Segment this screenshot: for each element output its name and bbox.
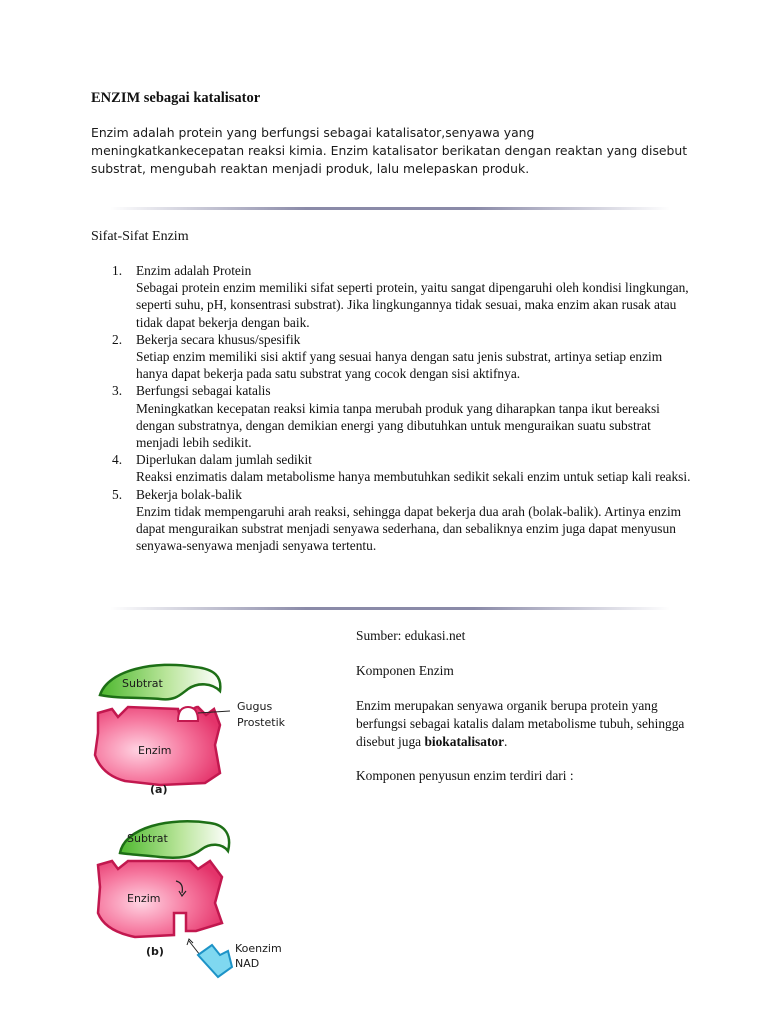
diagram-a	[95, 665, 286, 796]
components-desc-end: .	[504, 734, 508, 749]
property-number: 2.	[112, 331, 123, 347]
enzyme-label-a: Enzim	[138, 744, 172, 757]
property-description: Enzim tidak mempengaruhi arah reaksi, sehingga dapat bekerja dua arah (bolak-balik). Artinya enzim dapat menguraikan substrat menjadi senyawa sederhana, dan sebaliknya enzim juga dapat menyusun senyawa-senyawa menjadi senyawa tertentu.	[136, 503, 682, 554]
coenzyme-label-line1: Koenzim	[235, 942, 282, 955]
property-title: Bekerja secara khusus/spesifik	[136, 331, 301, 347]
divider-bottom	[110, 607, 670, 610]
divider-top	[110, 207, 670, 210]
property-number: 3.	[112, 383, 123, 399]
property-description: Reaksi enzimatis dalam metabolisme hanya membutuhkan sedikit sekali enzim untuk setiap kali reaksi.	[136, 469, 691, 485]
property-description: Sebagai protein enzim memiliki sifat seperti protein, yaitu sangat dipengaruhi oleh kondisi lingkungan, seperti suhu, pH, konsentrasi substrat). Jika lingkungannya tidak sesuai, maka enzim akan rusak atau tidak dapat bekerja dengan baik.	[136, 280, 689, 330]
substrate-label-b: Subtrat	[127, 832, 168, 845]
page-title: ENZIM sebagai katalisator	[91, 90, 261, 106]
enzyme-label-b: Enzim	[127, 892, 161, 905]
prosthetic-group-shape	[178, 707, 198, 721]
enzyme-diagram	[80, 655, 330, 995]
properties-list	[91, 262, 691, 554]
source-credit: Sumber: edukasi.net	[356, 628, 466, 643]
property-item	[91, 486, 691, 555]
property-description: Meningkatkan kecepatan reaksi kimia tanpa merubah produk yang diharapkan tanpa ikut bereaksi dengan substratnya, dengan demikian energi yang dibutuhkan untuk menguraikan suatu substrat menjadi lebih sedikit.	[136, 400, 660, 451]
property-item	[91, 451, 691, 485]
property-title: Diperlukan dalam jumlah sedikit	[136, 452, 312, 468]
property-description: Setiap enzim memiliki sisi aktif yang sesuai hanya dengan satu jenis substrat, artinya setiap enzim hanya dapat bekerja pada satu substrat yang cocok dengan sisi aktifnya.	[136, 349, 663, 382]
property-title: Enzim adalah Protein	[136, 263, 252, 278]
prosthetic-label-line2: Prostetik	[237, 716, 286, 729]
property-number: 4.	[112, 452, 123, 468]
property-title: Berfungsi sebagai katalis	[136, 383, 271, 399]
components-heading: Komponen Enzim	[356, 663, 454, 678]
caption-a: (a)	[150, 783, 168, 796]
property-item	[91, 262, 691, 331]
components-desc-text: Enzim merupakan senyawa organik berupa protein yang berfungsi sebagai katalis dalam metabolisme tubuh, sehingga disebut juga	[356, 698, 685, 749]
property-item	[91, 331, 691, 383]
properties-heading: Sifat-Sifat Enzim	[91, 229, 189, 244]
caption-b: (b)	[146, 945, 164, 958]
property-title: Bekerja bolak-balik	[136, 486, 242, 502]
components-list-intro: Komponen penyusun enzim terdiri dari :	[356, 768, 574, 783]
property-number: 1.	[112, 263, 123, 278]
substrate-label-a: Subtrat	[122, 677, 163, 690]
property-number: 5.	[112, 486, 123, 502]
property-item	[91, 382, 691, 451]
coenzyme-shape	[198, 945, 232, 977]
intro-paragraph: Enzim adalah protein yang berfungsi sebagai katalisator,senyawa yang meningkatkankecepatan reaksi kimia. Enzim katalisator berikatan dengan reaktan yang disebut substrat, mengubah reaktan menjadi produk, lalu melepaskan produk.	[91, 125, 688, 176]
components-description	[356, 697, 686, 751]
prosthetic-label-line1: Gugus	[237, 700, 273, 713]
diagram-b	[98, 821, 282, 977]
biokatalisator-term: biokatalisator	[424, 734, 505, 749]
coenzyme-label-line2: NAD	[235, 957, 260, 970]
